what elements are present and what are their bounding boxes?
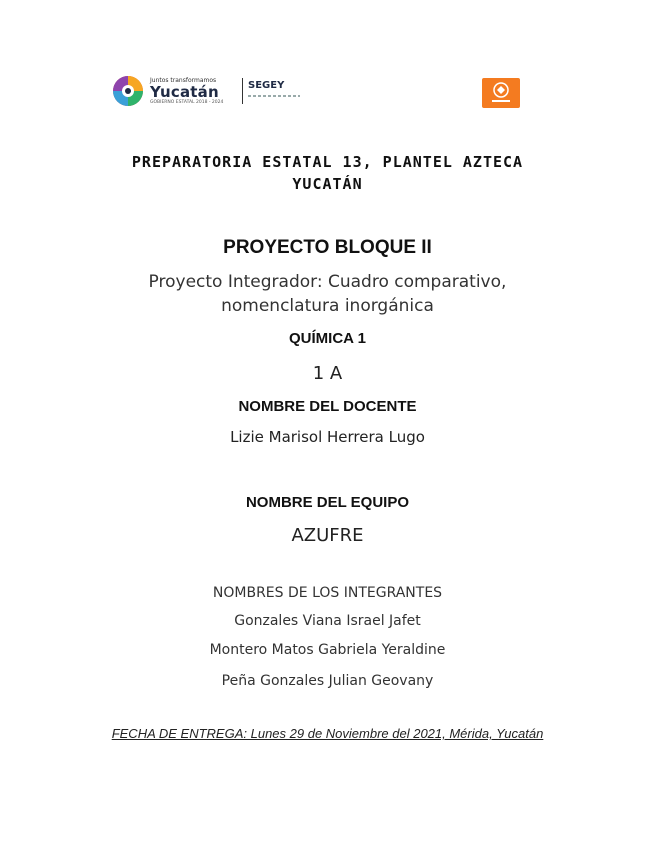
school-name-line2: YUCATÁN: [292, 175, 363, 193]
teacher-label: NOMBRE DEL DOCENTE: [238, 398, 417, 415]
delivery-date: FECHA DE ENTREGA: Lunes 29 de Noviembre del 2021, Mérida, Yucatán: [111, 726, 544, 741]
teacher-name: Lizie Marisol Herrera Lugo: [230, 428, 425, 446]
header-logos: [0, 0, 655, 120]
group-name: 1 A: [312, 363, 343, 384]
gov-name: Yucatán: [150, 83, 219, 101]
gov-slogan: Juntos transformamos: [150, 77, 217, 84]
yucatan-government-logo: [110, 74, 300, 108]
project-subtitle-line1: Proyecto Integrador: Cuadro comparativo,: [148, 272, 507, 292]
team-name: AZUFRE: [291, 525, 364, 546]
member-name: Montero Matos Gabriela Yeraldine: [209, 642, 446, 658]
segey-label: SEGEY: [248, 80, 285, 91]
subject-name: QUÍMICA 1: [289, 330, 366, 347]
segey-subline: [248, 95, 300, 97]
school-emblem-icon: [482, 78, 520, 108]
school-logo: [482, 78, 520, 108]
project-title: PROYECTO BLOQUE II: [223, 237, 432, 258]
member-name: Peña Gonzales Julian Geovany: [221, 673, 434, 689]
school-name-line1: PREPARATORIA ESTATAL 13, PLANTEL AZTECA: [131, 153, 524, 171]
project-subtitle-line2: nomenclatura inorgánica: [221, 296, 434, 316]
member-name: Gonzales Viana Israel Jafet: [234, 613, 421, 629]
members-label: NOMBRES DE LOS INTEGRANTES: [212, 585, 443, 601]
logo-divider: [242, 78, 243, 104]
gov-period: GOBIERNO ESTATAL 2018 - 2024: [150, 100, 224, 105]
yucatan-emblem-icon: [110, 74, 146, 108]
team-label: NOMBRE DEL EQUIPO: [245, 494, 410, 511]
